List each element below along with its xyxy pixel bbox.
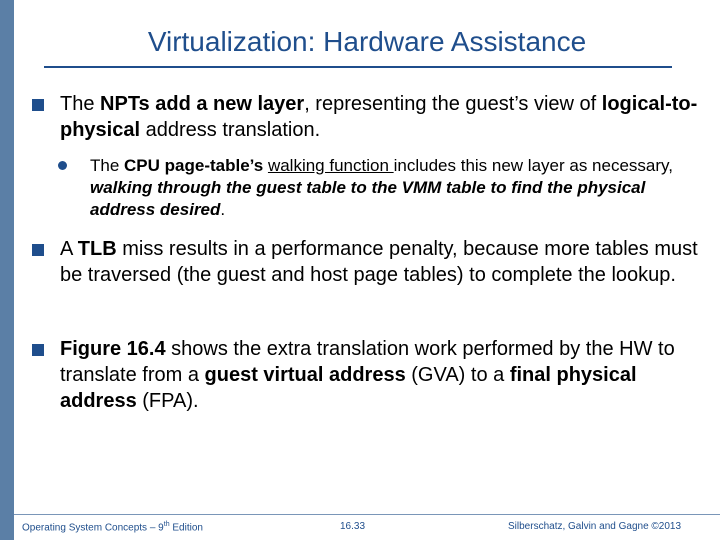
left-sidebar-bar bbox=[0, 0, 14, 540]
text-span: includes this new layer as necessary, bbox=[393, 156, 673, 175]
footer-page-number: 16.33 bbox=[340, 521, 366, 532]
subbullet-text bbox=[90, 155, 700, 221]
text-bold: Figure 16.4 bbox=[60, 338, 166, 360]
bullet-text bbox=[60, 236, 708, 288]
text-span: shows the extra translation work performed by the HW to translate from a bbox=[60, 338, 675, 386]
text-underline: walking function bbox=[267, 156, 394, 175]
text-bold: CPU page-table’s bbox=[124, 156, 268, 175]
title-divider bbox=[44, 66, 672, 68]
footer-divider bbox=[14, 514, 720, 515]
bullet-text bbox=[60, 336, 708, 414]
text-bold: final physical address bbox=[60, 364, 637, 412]
bullet-text bbox=[60, 91, 708, 143]
text-span: miss results in a performance penalty, because more tables must be traversed (the guest and host page tables) to complete the lookup. bbox=[60, 238, 698, 286]
text-span: A bbox=[60, 238, 78, 260]
text-span: (FPA). bbox=[136, 390, 199, 412]
text-span: address translation. bbox=[140, 119, 321, 141]
slide-title: Virtualization: Hardware Assistance bbox=[147, 26, 587, 57]
square-bullet-icon bbox=[32, 244, 44, 256]
square-bullet-icon bbox=[32, 99, 44, 111]
text-bold: guest virtual address bbox=[204, 364, 406, 386]
text-bold: TLB bbox=[77, 238, 117, 260]
footer-book-title bbox=[22, 521, 203, 533]
bullet-tlb-miss bbox=[32, 236, 708, 288]
footer-copyright: Silberschatz, Galvin and Gagne ©2013 bbox=[508, 521, 682, 532]
text-span: . bbox=[220, 200, 226, 219]
text-span: The bbox=[60, 93, 101, 115]
bullet-figure-ref bbox=[32, 336, 708, 414]
text-bold: logical-to-physical bbox=[60, 93, 698, 141]
footer-text: Edition bbox=[169, 522, 203, 534]
text-span: The bbox=[90, 156, 125, 175]
bullet-npt-layer bbox=[32, 91, 708, 143]
footer-text: Operating System Concepts – 9 bbox=[22, 522, 164, 534]
text-span: , representing the guest’s view of bbox=[304, 93, 602, 115]
text-span: (GVA) to a bbox=[405, 364, 510, 386]
subbullet-page-walk bbox=[58, 155, 700, 221]
text-bold: NPTs add a new layer bbox=[100, 93, 305, 115]
square-bullet-icon bbox=[32, 344, 44, 356]
footer-superscript: th bbox=[163, 521, 170, 528]
round-bullet-icon bbox=[58, 161, 67, 170]
text-bold-italic: walking through the guest table to the VMM table to find the physical address desired bbox=[90, 178, 646, 219]
